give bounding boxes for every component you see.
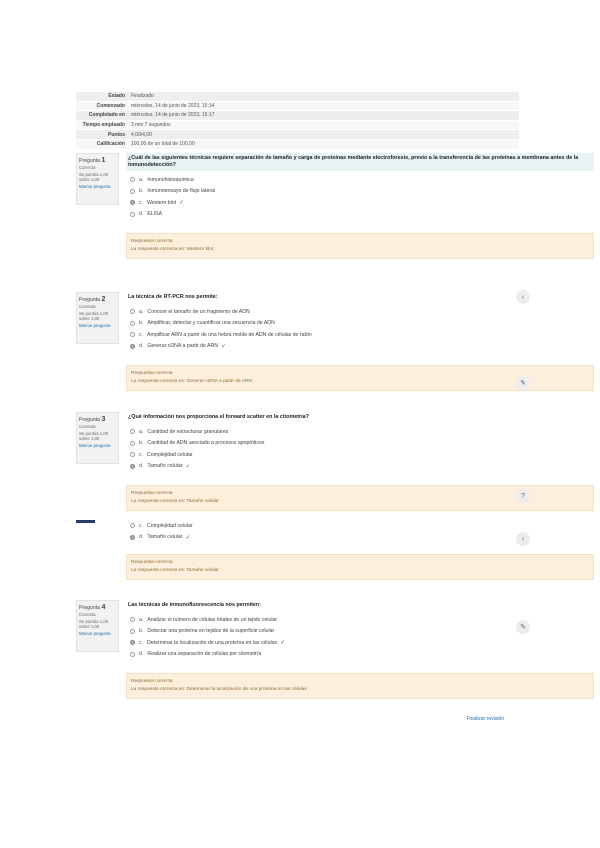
flag-question-link[interactable]: Marcar pregunta [79, 323, 111, 328]
answer-option[interactable] [130, 306, 590, 318]
summary-value: 100,00 de un total de 100,00 [131, 141, 195, 148]
answer-text: Conocer el tamaño de un fragmento de ADN [147, 308, 250, 315]
question-icon[interactable]: ? [516, 489, 530, 503]
answer-text: Tamaño celular [147, 463, 183, 470]
question-content [126, 153, 594, 259]
answer-text: Amplificar ARN a partir de una hebra molde de ADN de células de ratón [147, 331, 312, 338]
feedback-status: Respuesta correcta [131, 239, 173, 244]
question-number-prefix: Pregunta [79, 417, 101, 423]
feedback-correct-answer: La respuesta correcta es: Generar cDNA a partir de ARN [131, 379, 252, 384]
summary-value: miércoles, 14 de junio de 2023, 15:14 [131, 102, 215, 109]
answer-list [126, 171, 594, 223]
question-score: Se puntúa 1,00 sobre 1,00 [79, 431, 109, 441]
radio-button[interactable] [130, 309, 135, 314]
feedback-status: Respuesta correcta [131, 371, 173, 376]
answer-letter: b. [139, 320, 144, 327]
answer-text: Detectar una proteína en tejidos de la superficie celular [147, 628, 275, 635]
answer-text: Analizar el número de células totales de un tejido celular [147, 616, 278, 623]
answer-letter: c. [139, 331, 144, 338]
summary-value: 4,00/4,00 [131, 131, 152, 138]
question-number-prefix: Pregunta [79, 158, 101, 164]
summary-row [76, 102, 519, 112]
feedback-correct-answer: La respuesta correcta es: Western blot [131, 247, 214, 252]
radio-button[interactable] [130, 452, 135, 457]
answer-text: Determinar la localización de una proteína en las células [147, 639, 278, 646]
summary-row [76, 140, 519, 150]
question-number-value: 3 [101, 416, 106, 423]
answer-letter: d. [139, 534, 144, 541]
summary-label: Estado [108, 93, 125, 100]
question-state: Correcta [79, 424, 96, 429]
answer-option[interactable] [130, 318, 590, 330]
question-info [76, 153, 119, 205]
checkmark-icon: ✓ [220, 343, 226, 350]
question-state: Correcta [79, 612, 96, 617]
question-info [76, 600, 119, 652]
answer-option[interactable] [130, 197, 590, 209]
radio-button[interactable] [130, 429, 135, 434]
checkmark-icon: ✓ [185, 534, 191, 541]
question-number [79, 604, 116, 611]
question-state: Correcta [79, 304, 96, 309]
radio-button[interactable] [130, 321, 135, 326]
feedback-box [126, 673, 594, 699]
answer-letter: b. [139, 440, 144, 447]
flag-question-link[interactable]: Marcar pregunta [79, 631, 111, 636]
answer-letter: b. [139, 628, 144, 635]
summary-value: 3 min 7 segundos [131, 122, 171, 129]
question-number-value: 2 [101, 296, 106, 303]
radio-button[interactable] [130, 332, 135, 337]
radio-button[interactable] [130, 212, 135, 217]
flag-question-link[interactable]: Marcar pregunta [79, 184, 111, 189]
checkmark-icon: ✓ [185, 463, 191, 470]
answer-letter: c. [139, 451, 144, 458]
answer-option[interactable] [130, 649, 590, 661]
question-state: Correcta [79, 165, 96, 170]
checkmark-icon: ✓ [280, 640, 286, 647]
page-break-marker [76, 520, 95, 523]
feedback-correct-answer: La respuesta correcta es: Tamaño celular [131, 568, 219, 573]
question-score: Se puntúa 1,00 sobre 1,00 [79, 172, 109, 182]
flag-question-link[interactable]: Marcar pregunta [79, 443, 111, 448]
answer-text: Realizar una separación de células por citometría [147, 651, 262, 658]
feedback-status: Respuesta correcta [131, 560, 173, 565]
answer-text: Tamaño celular [147, 534, 183, 541]
answer-option[interactable] [130, 520, 590, 532]
answer-text: Complejidad celular [147, 522, 193, 529]
answer-letter: c. [139, 639, 144, 646]
answer-letter: a. [139, 308, 144, 315]
question-content [126, 600, 594, 699]
answer-option[interactable] [130, 461, 590, 473]
question-score: Se puntúa 1,00 sobre 1,00 [79, 619, 109, 629]
answer-letter: b. [139, 188, 144, 195]
question-number-prefix: Pregunta [79, 297, 101, 303]
radio-button[interactable] [130, 523, 135, 528]
radio-button[interactable] [130, 441, 135, 446]
question-number-value: 4 [101, 604, 106, 611]
question-info [76, 412, 119, 464]
feedback-correct-answer: La respuesta correcta es: Determinar la localización de una proteína en las células [131, 687, 307, 692]
answer-letter: a. [139, 428, 144, 435]
answer-option[interactable] [130, 637, 590, 649]
answer-text: Amplificar, detectar y cuantificar una secuencia de ADN [147, 320, 275, 327]
answer-letter: c. [139, 199, 144, 206]
chevron-left-icon[interactable]: ‹ [516, 290, 530, 304]
question-number [79, 296, 116, 303]
answer-letter: d. [139, 343, 144, 350]
attempt-summary [76, 92, 519, 150]
answer-letter: c. [139, 522, 144, 529]
question-number-value: 1 [101, 157, 106, 164]
question-number [79, 157, 116, 164]
summary-row [76, 111, 519, 121]
question-text: La técnica de RT-PCR nos permite: [128, 294, 218, 300]
question-number-prefix: Pregunta [79, 605, 101, 611]
summary-row [76, 92, 519, 102]
feedback-status: Respuesta correcta [131, 679, 173, 684]
answer-text: Inmunohistoquímica [147, 176, 194, 183]
answer-list [126, 423, 594, 475]
summary-label: Tiempo empleado [82, 122, 125, 129]
radio-button[interactable] [130, 177, 135, 182]
answer-letter: d. [139, 651, 144, 658]
summary-value: Finalizado [131, 93, 154, 100]
radio-button-selected[interactable] [130, 344, 135, 349]
question-info [76, 292, 119, 344]
radio-button-selected[interactable] [130, 535, 135, 540]
answer-list [126, 303, 594, 355]
radio-button[interactable] [130, 617, 135, 622]
answer-text: Cantidad de estructuras granulares [147, 428, 229, 435]
answer-text: Complejidad celular [147, 451, 193, 458]
finish-review-link[interactable]: Finalizar revisión [466, 716, 504, 722]
answer-option[interactable] [130, 329, 590, 341]
answer-letter: a. [139, 176, 144, 183]
radio-button[interactable] [130, 189, 135, 194]
answer-text: Western blot [147, 199, 177, 206]
question-text: ¿Qué información nos proporciona el forward scatter en la citometría? [128, 414, 309, 420]
radio-button-selected[interactable] [130, 200, 135, 205]
pencil-icon[interactable]: ✎ [516, 376, 530, 390]
answer-text: Cantidad de ADN asociado a procesos apoptóticos [147, 440, 265, 447]
feedback-correct-answer: La respuesta correcta es: Tamaño celular [131, 499, 219, 504]
summary-label: Comenzado [96, 102, 125, 109]
answer-letter: d. [139, 463, 144, 470]
feedback-box [126, 233, 594, 259]
checkmark-icon: ✓ [179, 200, 185, 207]
summary-row [76, 130, 519, 140]
question-text: ¿Cuál de las siguientes técnicas requiere separación de tamaño y carga de proteínas mediante electroforesis, previo a la transferencia de las proteínas a membrana antes de la inmunodetección? [126, 153, 594, 171]
answer-option[interactable] [130, 174, 590, 186]
radio-button[interactable] [130, 629, 135, 634]
summary-label: Puntos [108, 131, 125, 138]
question-number [79, 416, 116, 423]
pencil-icon[interactable]: ✎ [516, 620, 530, 634]
answer-text: Inmunoensayo de flujo lateral [147, 188, 216, 195]
summary-label: Completado en [88, 112, 125, 119]
radio-button-selected[interactable] [130, 640, 135, 645]
question-text: Las técnicas de inmunofluorescencia nos permiten: [128, 602, 262, 608]
answer-text: ELISA [147, 211, 163, 218]
answer-list [126, 611, 594, 663]
summary-label: Calificación [96, 141, 125, 148]
radio-button[interactable] [130, 652, 135, 657]
chevron-left-icon[interactable]: ‹ [516, 532, 530, 546]
question-content [126, 520, 594, 580]
summary-row [76, 121, 519, 131]
answer-option[interactable] [130, 209, 590, 221]
answer-option[interactable] [130, 186, 590, 198]
answer-option[interactable] [130, 426, 590, 438]
answer-text: Generar cDNA a partir de ARN [147, 343, 218, 350]
feedback-status: Respuesta correcta [131, 491, 173, 496]
feedback-box [126, 554, 594, 580]
answer-option[interactable] [130, 449, 590, 461]
answer-option[interactable] [130, 341, 590, 353]
question-score: Se puntúa 1,00 sobre 1,00 [79, 311, 109, 321]
answer-letter: d. [139, 211, 144, 218]
summary-value: miércoles, 14 de junio de 2023, 15:17 [131, 112, 215, 119]
radio-button-selected[interactable] [130, 464, 135, 469]
answer-letter: a. [139, 616, 144, 623]
answer-option[interactable] [130, 438, 590, 450]
